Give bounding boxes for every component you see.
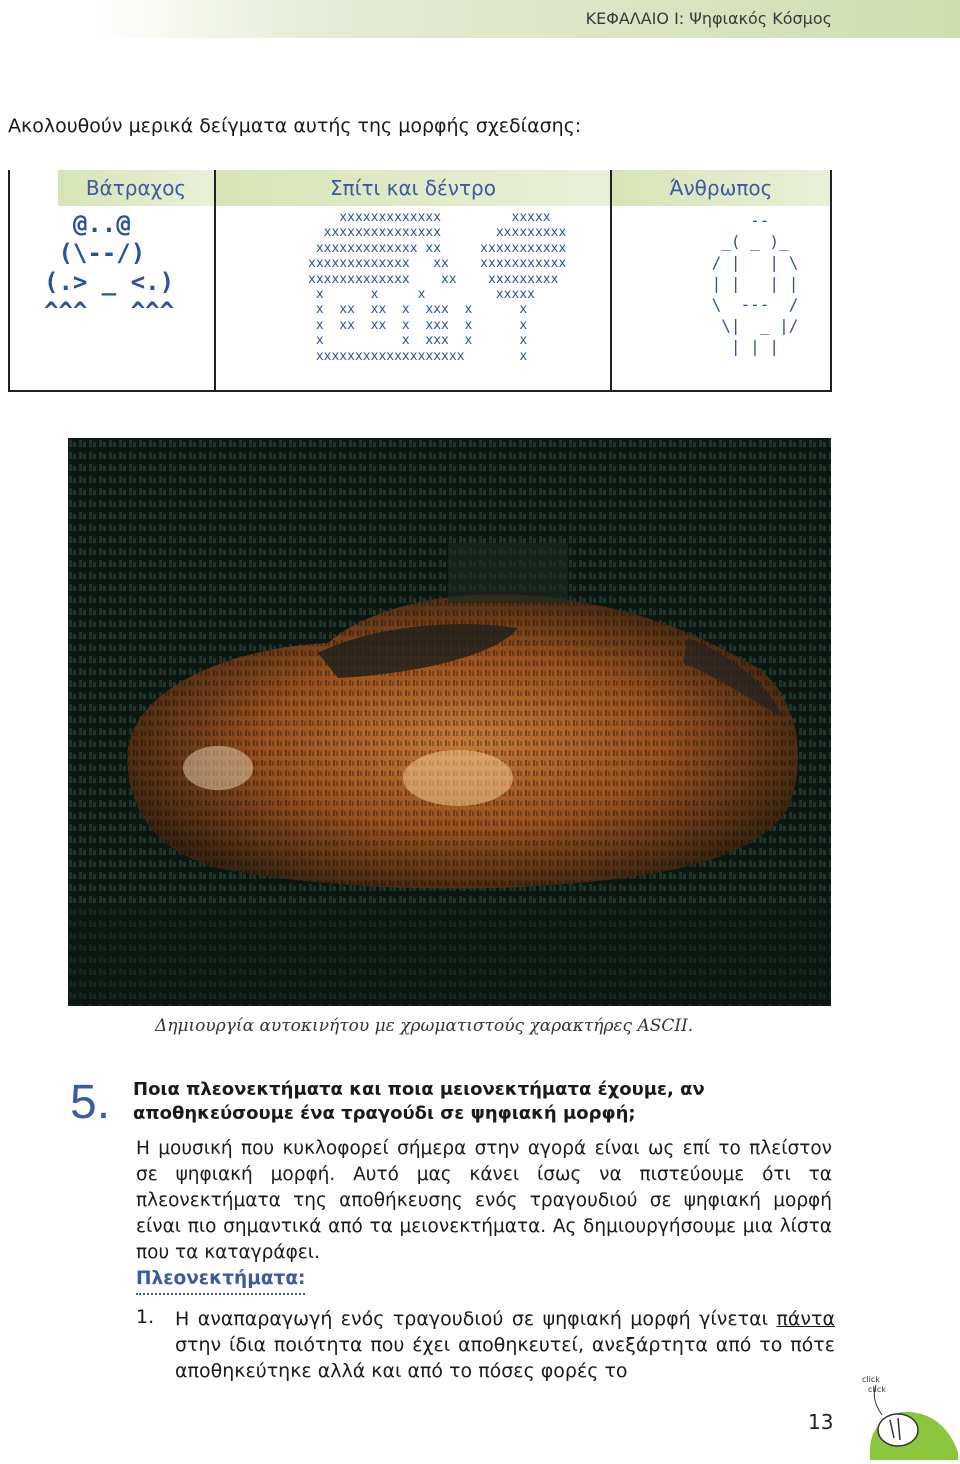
mascot-click-text-1: click <box>862 1375 880 1384</box>
advantages-heading: Πλεονεκτήματα: <box>136 1268 305 1295</box>
advantage-item-text-start: Η αναπαραγωγή ενός τραγουδιού σε ψηφιακή μορφή γίνεται <box>175 1308 777 1330</box>
ascii-car-image <box>68 438 831 1006</box>
image-caption: Δημιουργία αυτοκινήτου με χρωματιστούς χαρακτήρες ASCII. <box>155 1016 694 1036</box>
table-divider-1 <box>214 170 216 392</box>
intro-text: Ακολουθούν μερικά δείγματα αυτής της μορφής σχεδίασης: <box>8 115 582 137</box>
question-text: Ποια πλεονεκτήματα και ποια μειονεκτήματα έχουμε, αν αποθηκεύσουμε ένα τραγούδι σε ψηφιακή μορφή; <box>133 1079 705 1124</box>
advantage-item-text <box>175 1306 835 1384</box>
ascii-person: -- _( _ )_ / | | \ | | | | \ --- / \| _ |/ | | | <box>711 211 799 356</box>
page-number: 13 <box>808 1410 834 1434</box>
table-divider-2 <box>610 170 612 392</box>
header-frog: Βάτραχος <box>58 170 214 206</box>
advantage-item-underlined: πάντα <box>776 1308 835 1330</box>
chapter-title: ΚΕΦΑΛΑΙΟ Ι: Ψηφιακός Κόσμος <box>585 9 832 28</box>
table-border-bottom <box>8 390 832 392</box>
ascii-examples-table <box>8 170 832 392</box>
answer-paragraph: Η μουσική που κυκλοφορεί σήμερα στην αγορά είναι ως επί το πλείστον σε ψηφιακή μορφή. Αυτό μας κάνει ίσως να πιστεύουμε ότι τα πλεονεκτήματα της αποθήκευσης ενός τραγουδιού σε ψηφιακή μορφή είναι πιο σημαντικά από τα μειονεκτήματα. Ας δημιουργήσουμε μια λίστα που τα καταγράφει. <box>136 1138 832 1263</box>
mascot-click-text-2: click <box>868 1385 886 1394</box>
table-border-right <box>830 170 832 392</box>
ascii-frog: @..@ (\--/) (.> _ <.) ^^^ ^^^ <box>44 210 175 325</box>
question-number: 5. <box>70 1076 111 1129</box>
advantage-item-number: 1. <box>136 1306 155 1328</box>
header-person: Άνθρωπος <box>612 170 830 206</box>
advantage-item-text-end: στην ίδια ποιότητα που έχει αποθηκευτεί, ανεξάρτητα από το πότε αποθηκεύτηκε αλλά και από το πόσες φορές το <box>175 1334 835 1382</box>
header-house-tree: Σπίτι και δέντρο <box>216 170 610 206</box>
mouse-mascot-icon <box>850 1360 960 1464</box>
ascii-house-tree: xxxxxxxxxxxxx xxxxx xxxxxxxxxxxxxxx xxxxxxxxx xxxxxxxxxxxxx xx xxxxxxxxxxx xxxxxxxxxxxxx xx xxxxxxxxxxx xxxxxxxxxxxxx xx xxxxxxxxx x x x xxxxx x xx xx x xxx x x x xx xx x xxx x x x x xxx x x xxxxxxxxxxxxxxxxxxx x <box>308 210 567 364</box>
table-border-left <box>8 170 10 392</box>
